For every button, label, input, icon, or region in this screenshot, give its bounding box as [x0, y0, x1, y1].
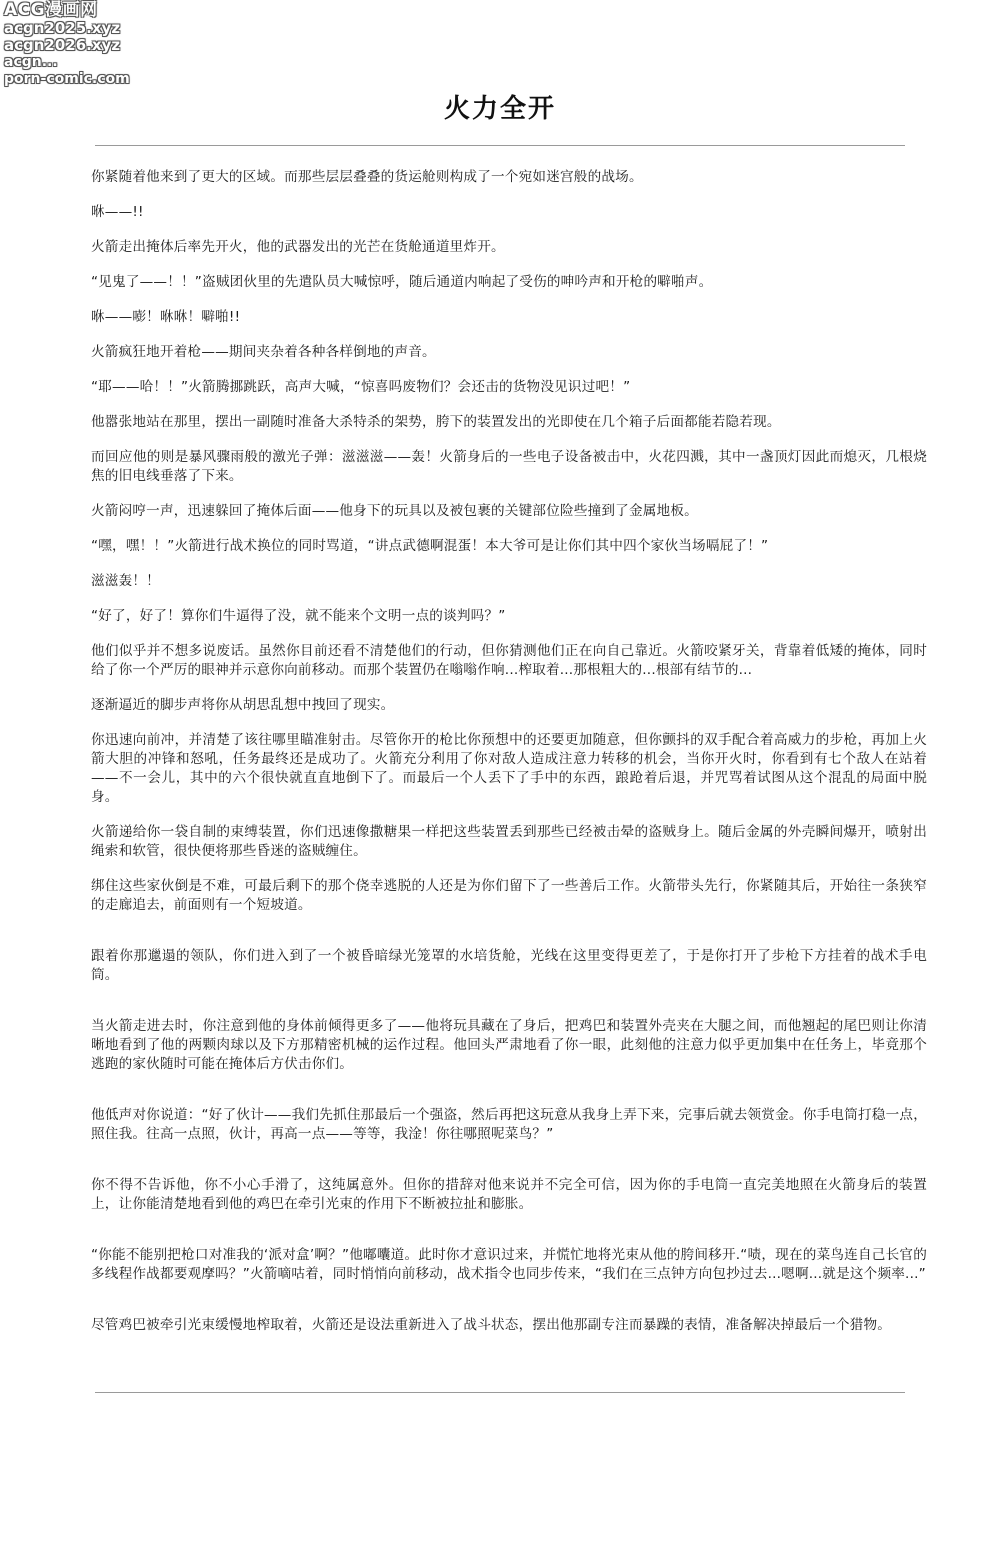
watermark-line: acgn2025.xyz: [4, 19, 121, 37]
site-watermark: [4, 0, 144, 88]
paragraph: 你迅速向前冲，并清楚了该往哪里瞄准射击。尽管你开的枪比你预想中的还要更加随意，但你颤抖的双手配合着高威力的步枪，再加上火箭大胆的冲锋和怒吼，任务最终还是成功了。火箭充分利用了你对敌人造成注意力转移的机会，当你开火时，你看到有七个敌人在站着——不一会儿，其中的六个很快就直直地倒下了。而最后一个人丢下了手中的东西，踉跄着后退，并咒骂着试图从这个混乱的局面中脱身。: [91, 732, 927, 805]
paragraph: 他们似乎并不想多说废话。虽然你目前还看不清楚他们的行动，但你猜测他们正在向自己靠近。火箭咬紧牙关，背靠着低矮的掩体，同时给了你一个严厉的眼神并示意你向前移动。而那个装置仍在嗡嗡作响...榨取着...那根粗大的...根部有结节的...: [91, 643, 927, 678]
paragraph: 他嚣张地站在那里，摆出一副随时准备大杀特杀的架势，胯下的装置发出的光即使在几个箱子后面都能若隐若现。: [91, 414, 781, 430]
paragraph: 跟着你那邋遢的领队，你们进入到了一个被昏暗绿光笼罩的水培货舱，光线在这里变得更差了，于是你打开了步枪下方挂着的战术手电筒。: [91, 948, 927, 983]
paragraph: 逐渐逼近的脚步声将你从胡思乱想中拽回了现实。: [91, 697, 395, 713]
paragraph: 咻——嘭！咻咻！噼啪!!: [91, 309, 241, 325]
paragraph: 你紧随着他来到了更大的区域。而那些层层叠叠的货运舱则构成了一个宛如迷宫般的战场。: [91, 169, 643, 185]
watermark-line: acgn...: [4, 54, 58, 70]
paragraph: 咻——!!: [91, 204, 144, 220]
paragraph: 而回应他的则是暴风骤雨般的激光子弹：滋滋滋——轰！火箭身后的一些电子设备被击中，火花四溅，其中一盏顶灯因此而熄灭，几根烧焦的旧电线垂落了下来。: [91, 449, 927, 484]
paragraph: “见鬼了——！！”盗贼团伙里的先遣队员大喊惊呼，随后通道内响起了受伤的呻吟声和开枪的噼啪声。: [91, 274, 713, 290]
paragraph: 尽管鸡巴被牵引光束缓慢地榨取着，火箭还是设法重新进入了战斗状态，摆出他那副专注而暴躁的表情，准备解决掉最后一个猎物。: [91, 1317, 892, 1333]
top-divider: [95, 145, 905, 146]
page-title: 火力全开: [443, 94, 556, 124]
paragraph: 他低声对你说道：“好了伙计——我们先抓住那最后一个强盗，然后再把这玩意从我身上弄下来，完事后就去领赏金。你手电筒打稳一点，照住我。往高一点照，伙计，再高一点——等等，我淦！你往哪照呢菜鸟？”: [91, 1107, 927, 1142]
paragraph: 当火箭走进去时，你注意到他的身体前倾得更多了——他将玩具藏在了身后，把鸡巴和装置外壳夹在大腿之间，而他翘起的尾巴则让你清晰地看到了他的两颗肉球以及下方那精密机械的运作过程。他回头严肃地看了你一眼，此刻他的注意力似乎更加集中在任务上，毕竟那个逃跑的家伙随时可能在掩体后方伏击你们。: [91, 1018, 927, 1072]
story-body: [91, 168, 927, 1335]
bottom-divider: [95, 1392, 905, 1393]
watermark-line: acgn2026.xyz: [4, 36, 121, 54]
paragraph: 绑住这些家伙倒是不难，可最后剩下的那个侥幸逃脱的人还是为你们留下了一些善后工作。火箭带头先行，你紧随其后，开始往一条狭窄的走廊追去，前面则有一个短坡道。: [91, 878, 927, 913]
paragraph: “耶——哈！！”火箭腾挪跳跃，高声大喊，“惊喜吗废物们？会还击的货物没见识过吧！”: [91, 379, 631, 395]
paragraph: 火箭递给你一袋自制的束缚装置，你们迅速像撒糖果一样把这些装置丢到那些已经被击晕的盗贼身上。随后金属的外壳瞬间爆开，喷射出绳索和软管，很快便将那些昏迷的盗贼缠住。: [91, 824, 927, 859]
watermark-line: porn-comic.com: [4, 71, 130, 87]
paragraph: 火箭走出掩体后率先开火，他的武器发出的光芒在货舱通道里炸开。: [91, 239, 505, 255]
paragraph: “你能不能别把枪口对准我的‘派对盒’啊？”他嘟囔道。此时你才意识过来，并慌忙地将光束从他的胯间移开.“啧，现在的菜鸟连自己长官的多线程作战都要观摩吗？”火箭嘀咕着，同时悄悄向前移动，战术指令也同步传来，“我们在三点钟方向包抄过去...嗯啊...就是这个频率...”: [91, 1247, 927, 1282]
paragraph: 你不得不告诉他，你不小心手滑了，这纯属意外。但你的措辞对他来说并不完全可信，因为你的手电筒一直完美地照在火箭身后的装置上，让你能清楚地看到他的鸡巴在牵引光束的作用下不断被拉扯和膨胀。: [91, 1177, 927, 1212]
paragraph: 火箭疯狂地开着枪——期间夹杂着各种各样倒地的声音。: [91, 344, 436, 360]
paragraph: “嘿，嘿！！”火箭进行战术换位的同时骂道，“讲点武德啊混蛋！本大爷可是让你们其中四个家伙当场嗝屁了！”: [91, 538, 769, 554]
paragraph: 滋滋轰！！: [91, 573, 160, 589]
paragraph: “好了，好了！算你们牛逼得了没，就不能来个文明一点的谈判吗？”: [91, 608, 506, 624]
watermark-line: ACG漫画网: [4, 0, 98, 20]
paragraph: 火箭闷哼一声，迅速躲回了掩体后面——他身下的玩具以及被包裹的关键部位险些撞到了金属地板。: [91, 503, 698, 519]
